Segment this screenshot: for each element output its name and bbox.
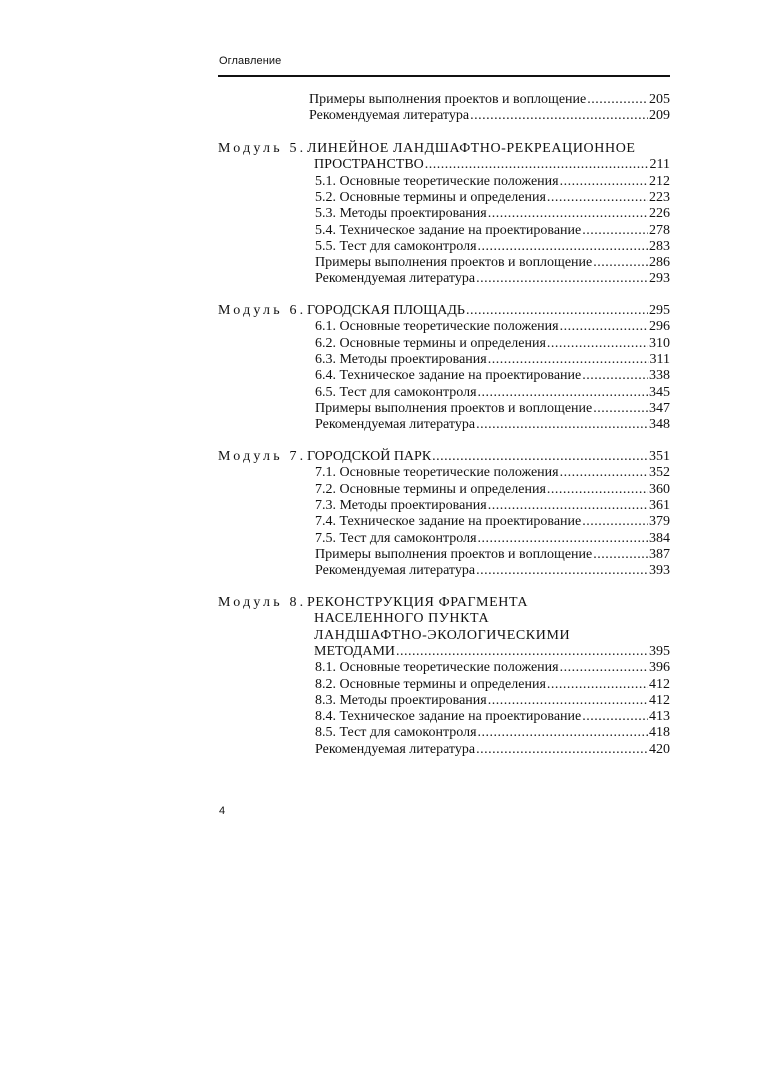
- toc-entry-title: Примеры выполнения проектов и воплощение: [315, 546, 593, 562]
- toc-page-number: 311: [649, 351, 670, 367]
- dot-leader: [488, 205, 648, 222]
- dot-leader: [560, 173, 648, 190]
- toc-entry[interactable]: [315, 676, 670, 693]
- toc-page-number: 296: [649, 319, 670, 335]
- toc-page-number: 418: [649, 725, 670, 741]
- toc-entry[interactable]: [315, 708, 670, 725]
- dot-leader: [478, 238, 648, 255]
- module-label: [218, 594, 306, 611]
- dot-leader: [476, 741, 648, 758]
- dot-leader: [488, 692, 648, 709]
- toc-page-number: 205: [649, 92, 670, 107]
- toc-entry[interactable]: [315, 238, 670, 255]
- toc-entry[interactable]: [315, 270, 670, 287]
- toc-entry-title: 7.1. Основные теоретические положения: [315, 465, 559, 481]
- toc-entry[interactable]: [315, 205, 670, 222]
- toc-entry[interactable]: [315, 659, 670, 676]
- toc-page-number: 384: [649, 530, 670, 546]
- toc-entry-title: ПРОСТРАНСТВО: [314, 157, 424, 173]
- toc-entry-title: 6.3. Методы проектирования: [315, 351, 487, 367]
- dot-leader: [593, 400, 648, 417]
- toc-page-number: 395: [649, 643, 670, 659]
- module-title-line: ЛИНЕЙНОЕ ЛАНДШАФТНО-РЕКРЕАЦИОННОЕ: [307, 141, 636, 156]
- dot-leader: [478, 724, 648, 741]
- module-number: Модуль 5.: [218, 141, 307, 156]
- module-number: Модуль 7.: [218, 449, 307, 464]
- toc-entry-title: 7.2. Основные термины и определения: [315, 481, 546, 497]
- toc-page-number: 212: [649, 173, 670, 189]
- toc-page-number: 361: [649, 497, 670, 513]
- dot-leader: [560, 659, 648, 676]
- dot-leader: [488, 351, 649, 368]
- toc-entry-title: 5.3. Методы проектирования: [315, 206, 487, 222]
- dot-leader: [582, 222, 648, 239]
- toc-entry[interactable]: [315, 254, 670, 271]
- header-rule: [218, 75, 670, 77]
- toc-page-number: 387: [649, 546, 670, 562]
- toc-entry[interactable]: [315, 546, 670, 563]
- toc-entry-title: Примеры выполнения проектов и воплощение: [315, 400, 593, 416]
- toc-entry-title: 6.4. Техническое задание на проектирование: [315, 368, 582, 384]
- toc-entry[interactable]: [315, 513, 670, 530]
- dot-leader: [547, 676, 648, 693]
- toc-entry-title: Рекомендуемая литература: [315, 271, 476, 287]
- dot-leader: [560, 464, 648, 481]
- toc-entry[interactable]: [315, 400, 670, 417]
- toc-entry[interactable]: [309, 107, 670, 124]
- dot-leader: [593, 546, 648, 563]
- dot-leader: [476, 270, 648, 287]
- toc-page-number: 413: [649, 709, 670, 725]
- toc-entry-title: 6.5. Тест для самоконтроля: [315, 384, 477, 400]
- toc-page-number: 420: [649, 741, 670, 757]
- toc-entry[interactable]: [315, 384, 670, 401]
- toc-page-number: 345: [649, 384, 670, 400]
- toc-entry-title: 5.4. Техническое задание на проектирование: [315, 222, 582, 238]
- toc-page-number: 347: [649, 400, 670, 416]
- toc-page-number: 293: [649, 271, 670, 287]
- toc-page-number: 278: [649, 222, 670, 238]
- dot-leader: [587, 91, 648, 108]
- toc-page-number: 310: [649, 335, 670, 351]
- toc-entry-title: Рекомендуемая литература: [315, 417, 476, 433]
- toc-entry-title: 8.4. Техническое задание на проектирование: [315, 709, 582, 725]
- module-heading[interactable]: [314, 156, 670, 173]
- toc-entry-title: 8.5. Тест для самоконтроля: [315, 725, 477, 741]
- toc-page-number: 379: [649, 514, 670, 530]
- toc-page-number: 412: [649, 676, 670, 692]
- running-header: Оглавление: [219, 55, 282, 67]
- module-number: Модуль 6.: [218, 303, 307, 318]
- toc-entry-title: 5.1. Основные теоретические положения: [315, 173, 559, 189]
- toc-entry-title: 7.5. Тест для самоконтроля: [315, 530, 477, 546]
- toc-entry[interactable]: [315, 481, 670, 498]
- dot-leader: [476, 562, 648, 579]
- toc-page-number: 226: [649, 206, 670, 222]
- toc-entry[interactable]: [315, 351, 670, 368]
- toc-entry-title: Рекомендуемая литература: [309, 108, 470, 124]
- toc-entry[interactable]: [315, 724, 670, 741]
- toc-entry[interactable]: [315, 562, 670, 579]
- toc-entry[interactable]: [315, 367, 670, 384]
- toc-entry-title: Примеры выполнения проектов и воплощение: [315, 255, 593, 271]
- dot-leader: [478, 384, 648, 401]
- toc-page-number: 360: [649, 481, 670, 497]
- toc-page-number: 295: [649, 303, 670, 318]
- module-label: [218, 140, 306, 157]
- toc-entry-title: ГОРОДСКОЙ ПАРК: [307, 449, 432, 464]
- dot-leader: [582, 708, 648, 725]
- dot-leader: [470, 107, 648, 124]
- dot-leader: [466, 302, 648, 319]
- dot-leader: [396, 643, 648, 660]
- dot-leader: [547, 335, 648, 352]
- module-title-line: НАСЕЛЕННОГО ПУНКТА: [314, 611, 490, 627]
- dot-leader: [547, 481, 648, 498]
- dot-leader: [560, 318, 648, 335]
- toc-page-number: 283: [649, 238, 670, 254]
- toc-entry-title: Рекомендуемая литература: [315, 563, 476, 579]
- dot-leader: [425, 156, 649, 173]
- module-heading[interactable]: [307, 448, 670, 465]
- page-number: 4: [219, 805, 226, 817]
- module-label: [218, 448, 306, 465]
- toc-entry[interactable]: [315, 530, 670, 547]
- toc-entry-title: 8.1. Основные теоретические положения: [315, 660, 559, 676]
- module-number: Модуль 8.: [218, 595, 307, 610]
- dot-leader: [582, 513, 648, 530]
- toc-entry[interactable]: [315, 741, 670, 758]
- toc-entry-title: 7.4. Техническое задание на проектирование: [315, 514, 582, 530]
- toc-page-number: 223: [649, 189, 670, 205]
- dot-leader: [582, 367, 648, 384]
- toc-page-number: 338: [649, 368, 670, 384]
- toc-page-number: 352: [649, 465, 670, 481]
- module-heading[interactable]: [314, 643, 670, 660]
- toc-entry[interactable]: [309, 91, 670, 108]
- toc-entry-title: 6.1. Основные теоретические положения: [315, 319, 559, 335]
- toc-entry-title: ГОРОДСКАЯ ПЛОЩАДЬ: [307, 303, 465, 318]
- toc-entry-title: 5.5. Тест для самоконтроля: [315, 238, 477, 254]
- toc-entry[interactable]: [315, 189, 670, 206]
- toc-entry-title: 5.2. Основные термины и определения: [315, 189, 546, 205]
- toc-entry-title: Примеры выполнения проектов и воплощение: [309, 92, 587, 107]
- toc-entry[interactable]: [315, 335, 670, 352]
- dot-leader: [476, 416, 648, 433]
- toc-page-number: 396: [649, 660, 670, 676]
- toc-entry[interactable]: [315, 173, 670, 190]
- toc-entry-title: 7.3. Методы проектирования: [315, 497, 487, 513]
- toc-entry[interactable]: [315, 416, 670, 433]
- toc-page-number: 209: [649, 108, 670, 124]
- module-title-line: РЕКОНСТРУКЦИЯ ФРАГМЕНТА: [307, 595, 529, 610]
- toc-page-number: 286: [649, 255, 670, 271]
- toc-entry[interactable]: [315, 222, 670, 239]
- dot-leader: [432, 448, 648, 465]
- toc-page-number: 393: [649, 563, 670, 579]
- toc-entry-title: Рекомендуемая литература: [315, 741, 476, 757]
- toc-entry[interactable]: [315, 318, 670, 335]
- toc-page-number: 348: [649, 417, 670, 433]
- toc-entry[interactable]: [315, 692, 670, 709]
- dot-leader: [478, 530, 648, 547]
- toc-page-number: 412: [649, 692, 670, 708]
- toc-entry[interactable]: [315, 464, 670, 481]
- toc-entry-title: 6.2. Основные термины и определения: [315, 335, 546, 351]
- toc-entry-title: 8.2. Основные термины и определения: [315, 676, 546, 692]
- toc-entry-title: 8.3. Методы проектирования: [315, 692, 487, 708]
- module-heading[interactable]: [307, 302, 670, 319]
- toc-page-number: 351: [649, 449, 670, 464]
- toc-page-number: 211: [649, 157, 670, 173]
- toc-entry-title: МЕТОДАМИ: [314, 643, 395, 659]
- dot-leader: [593, 254, 648, 271]
- dot-leader: [547, 189, 648, 206]
- toc-entry[interactable]: [315, 497, 670, 514]
- module-label: [218, 302, 306, 319]
- module-title-line: ЛАНДШАФТНО-ЭКОЛОГИЧЕСКИМИ: [314, 627, 571, 643]
- dot-leader: [488, 497, 648, 514]
